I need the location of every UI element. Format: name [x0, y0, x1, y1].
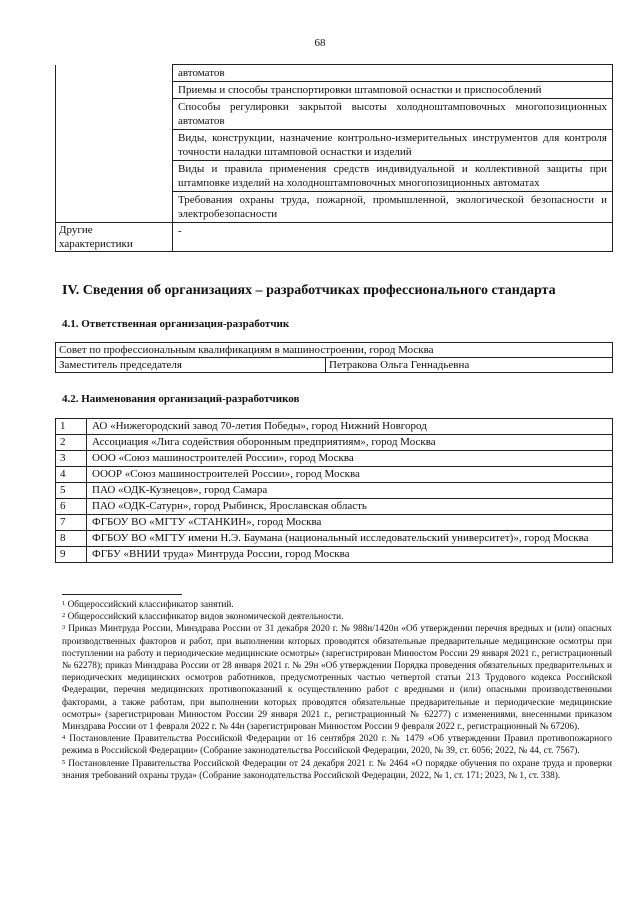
footnote-mark: 3	[62, 624, 66, 632]
knowledge-cell: автоматов	[173, 65, 613, 82]
responsible-person: Петракова Ольга Геннадьевна	[326, 358, 613, 373]
section-title: IV. Сведения об организациях – разработчиках профессионального стандарта	[62, 283, 556, 298]
footnote-mark: 5	[62, 758, 66, 766]
footnote-mark: 2	[62, 612, 66, 620]
row-number: 7	[56, 515, 87, 531]
row-number: 4	[56, 467, 87, 483]
empty-label-cell	[56, 65, 173, 223]
developers-title: 4.2. Наименования организаций-разработчиков	[62, 393, 300, 405]
org-name: ООО «Союз машиностроителей России», город Москва	[87, 451, 613, 467]
row-number: 1	[56, 419, 87, 435]
responsible-org-table	[55, 342, 613, 373]
table-row	[56, 499, 613, 515]
knowledge-cell: Способы регулировки закрытой высоты холодноштамповочных многопозиционных автоматов	[173, 99, 613, 130]
org-name: ПАО «ОДК-Сатурн», город Рыбинск, Ярославская область	[87, 499, 613, 515]
table-row	[56, 467, 613, 483]
table-row	[56, 531, 613, 547]
footnote-separator	[62, 594, 182, 595]
footnote	[62, 758, 612, 782]
footnote	[62, 599, 612, 611]
table-row	[56, 419, 613, 435]
row-number: 6	[56, 499, 87, 515]
table-row	[56, 547, 613, 563]
other-characteristics-value: -	[173, 223, 613, 252]
knowledge-cell: Виды, конструкции, назначение контрольно-измерительных инструментов для контроля точности наладки штамповой оснастки и изделий	[173, 130, 613, 161]
table-row	[56, 515, 613, 531]
responsible-org-name: Совет по профессиональным квалификациям в машиностроении, город Москва	[56, 343, 613, 358]
knowledge-cell: Виды и правила применения средств индивидуальной и коллективной защиты при штамповке изделий на холодноштамповочных многопозиционных автоматах	[173, 161, 613, 192]
knowledge-cell: Требования охраны труда, пожарной, промышленной, экологической безопасности и электробезопасности	[173, 192, 613, 223]
org-name: АО «Нижегородский завод 70-летия Победы», город Нижний Новгород	[87, 419, 613, 435]
table-row	[56, 435, 613, 451]
org-name: ООOР «Союз машиностроителей России», город Москва	[87, 467, 613, 483]
row-number: 5	[56, 483, 87, 499]
org-name: ФГБОУ ВО «МГТУ «СТАНКИН», город Москва	[87, 515, 613, 531]
footnote-mark: 4	[62, 734, 66, 742]
knowledge-table	[55, 64, 613, 252]
org-name: ФГБОУ ВО «МГТУ имени Н.Э. Баумана (национальный исследовательский университет)», город Москва	[87, 531, 613, 547]
footnote-text: Общероссийский классификатор видов экономической деятельности.	[67, 612, 344, 623]
row-number: 9	[56, 547, 87, 563]
org-name: ФГБУ «ВНИИ труда» Минтруда России, город Москва	[87, 547, 613, 563]
knowledge-cell: Приемы и способы транспортировки штамповой оснастки и приспособлений	[173, 82, 613, 99]
footnote	[62, 733, 612, 757]
row-number: 3	[56, 451, 87, 467]
footnote-text: Постановление Правительства Российской Федерации от 24 декабря 2021 г. № 2464 «О порядке обучения по охране труда и проверки знания требований охраны труда» (Собрание законодательства Российской Федерации, 2022, № 1, ст. 171; 2023, № 1, ст. 338).	[62, 758, 612, 781]
footnote-text: Общероссийский классификатор занятий.	[67, 600, 234, 610]
page-number: 68	[314, 37, 326, 49]
table-row	[56, 451, 613, 467]
developers-table	[55, 418, 613, 563]
footnote-text: Постановление Правительства Российской Федерации от 16 сентября 2020 г. № 1479 «Об утверждении Правил противопожарного режима в Российской Федерации» (Собрание законодательства Российской Федерации, 2020, № 39, ст. 6056; 2022, № 44, ст. 7567).	[62, 734, 612, 757]
footnote-mark: 1	[62, 600, 66, 607]
footnote	[62, 611, 612, 623]
position-text: Заместитель председателя	[59, 359, 182, 371]
footnote	[62, 623, 612, 733]
row-number: 8	[56, 531, 87, 547]
org-name: Ассоциация «Лига содействия оборонным предприятиям», город Москва	[87, 435, 613, 451]
responsible-position	[56, 358, 326, 373]
row-number: 2	[56, 435, 87, 451]
footnotes	[62, 599, 612, 782]
responsible-org-title: 4.1. Ответственная организация-разработчик	[62, 318, 290, 330]
org-name: ПАО «ОДК-Кузнецов», город Самара	[87, 483, 613, 499]
footnote-text: Приказ Минтруда России, Минздрава России от 31 декабря 2020 г. № 988н/1420н «Об утверждении перечня вредных и (или) опасных производственных факторов и работ, при выполнении которых проводятся обязательные предварительные медицинские осмотры при поступлении на работу и периодические медицинские осмотры» (зарегистрирован Минюстом России 29 января 2021 г., регистрационный № 62278); приказ Минздрава России от 28 января 2021 г. № 29н «Об утверждении Порядка проведения обязательных предварительных и периодических медицинских осмотров работников, предусмотренных частью четвертой статьи 213 Трудового кодекса Российской Федерации, перечня медицинских противопоказаний к осуществлению работ с вредными и (или) опасными производственными факторами, а также работам, при выполнении которых проводятся обязательные предварительные и периодические медицинские осмотры» (зарегистрирован Минюстом России 29 января 2021 г., регистрационный № 62277) с изменениями, внесенными приказом Минздрава России от 1 февраля 2022 г. № 44н (зарегистрирован Минюстом России 9 февраля 2022 г., регистрационный № 67206).	[62, 624, 612, 733]
table-row	[56, 483, 613, 499]
other-characteristics-label: Другие характеристики	[56, 223, 173, 252]
